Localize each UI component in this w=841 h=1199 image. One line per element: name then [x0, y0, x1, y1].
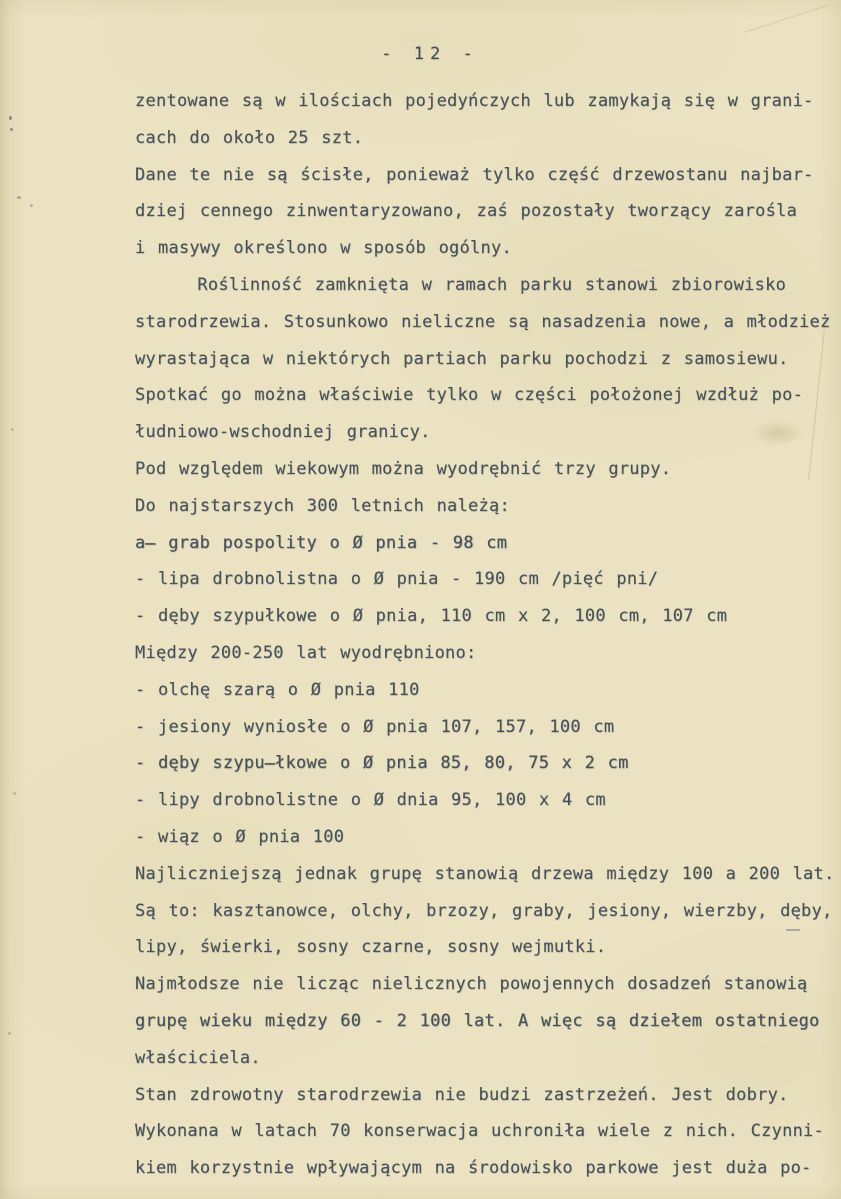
text-line: Stan zdrowotny starodrzewia nie budzi zastrzeżeń. Jest dobry. [135, 1084, 789, 1105]
ink-speck [30, 204, 33, 207]
text-line: - lipy drobnolistne o Ø dnia 95, 100 x 4 cm [135, 790, 606, 811]
document-text-block [135, 83, 835, 1187]
text-line: Między 200-250 lat wyodrębniono: [135, 642, 477, 663]
text-line: kiem korzystnie wpływającym na środowisko parkowe jest duża po- [135, 1158, 812, 1179]
page-number: - 12 - [381, 44, 479, 64]
text-line: Roślinność zamknięta w ramach parku stanowi zbiorowisko [135, 274, 787, 295]
text-line: - lipa drobnolistna o Ø pnia - 190 cm /pięć pni/ [135, 569, 659, 590]
text-line: łudniowo-wschodniej granicy. [135, 422, 431, 443]
text-line: cach do około 25 szt. [135, 127, 364, 148]
text-line: Najmłodsze nie licząc nielicznych powojennych dosadzeń stanowią [135, 974, 808, 995]
text-line: - jesiony wyniosłe o Ø pnia 107, 157, 100 cm [135, 716, 615, 737]
text-line: i masywy określono w sposób ogólny. [135, 238, 512, 259]
ink-speck [10, 128, 13, 131]
ink-speck [8, 1032, 11, 1035]
ink-speck [11, 428, 14, 431]
ink-speck [9, 116, 12, 120]
text-line: - olchę szarą o Ø pnia 110 [135, 679, 420, 700]
text-line: Do najstarszych 300 letnich należą: [135, 495, 510, 516]
text-line: Dane te nie są ścisłe, ponieważ tylko część drzewostanu najbar- [135, 164, 814, 185]
text-line: Pod względem wiekowym można wyodrębnić trzy grupy. [135, 458, 672, 479]
text-line: właściciela. [135, 1047, 261, 1068]
text-line: - dęby szypu̶łkowe o Ø pnia 85, 80, 75 x 2 cm [135, 753, 629, 774]
text-line: lipy, świerki, sosny czarne, sosny wejmutki. [135, 937, 607, 958]
ink-speck [13, 792, 16, 795]
text-line: Są to: kasztanowce, olchy, brzozy, graby, jesiony, wierzby, dęby, [135, 900, 833, 921]
text-line: a̶ grab pospolity o Ø pnia - 98 cm [135, 532, 508, 553]
text-line: Spotkać go można właściwie tylko w części położonej wzdłuż po- [135, 385, 804, 406]
text-line: wyrastająca w niektórych partiach parku pochodzi z samosiewu. [135, 348, 789, 369]
text-line: starodrzewia. Stosunkowo nieliczne są nasadzenia nowe, a młodzież [135, 311, 831, 332]
text-line: - wiąz o Ø pnia 100 [135, 826, 345, 847]
text-line: zentowane są w ilościach pojedyńczych lub zamykają się w grani- [135, 91, 814, 111]
text-line: Najliczniejszą jednak grupę stanowią drzewa między 100 a 200 lat. [135, 863, 835, 884]
text-line: - dęby szypułkowe o Ø pnia, 110 cm x 2, 100 cm, 107 cm [135, 606, 728, 627]
text-line: dziej cennego zinwentaryzowano, zaś pozostały tworzący zarośla [135, 201, 798, 222]
text-line: grupę wieku między 60 - 2 100 lat. A więc są dziełem ostatniego [135, 1010, 820, 1031]
ink-speck [17, 196, 21, 199]
text-line: Wykonana w latach 70 konserwacja uchroniła wiele z nich. Czynni- [135, 1121, 825, 1142]
